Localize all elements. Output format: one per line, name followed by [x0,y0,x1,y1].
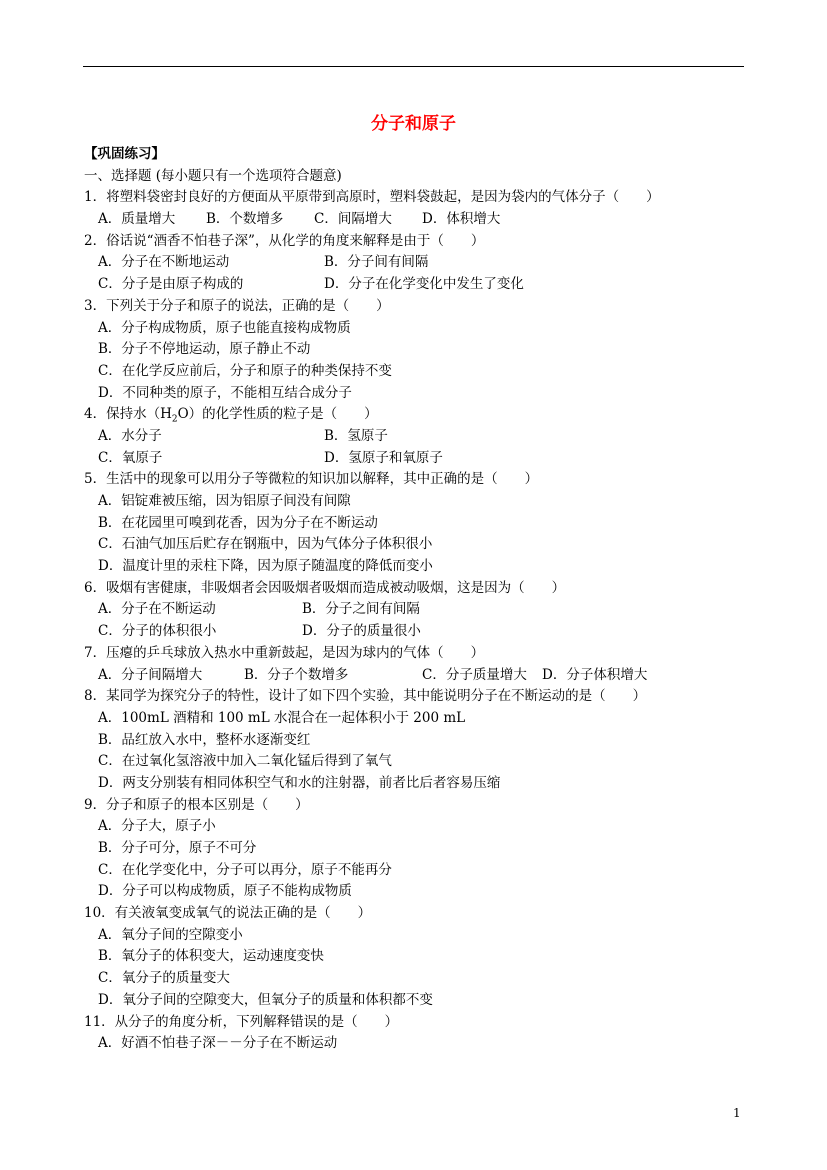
option-b: B．氢原子 [324,427,388,444]
option-b: B．分子间有间隔 [324,254,429,271]
question-4-row-1 [84,426,749,448]
question-2-row-2 [84,274,749,296]
question-4-stem [84,404,749,426]
question-10-stem: 10．有关液氧变成氧气的说法正确的是（ ） [84,905,372,922]
page-number: 1 [733,1106,741,1120]
question-1-stem: 1．将塑料袋密封良好的方便面从平原带到高原时，塑料袋鼓起，是因为袋内的气体分子（ ） [84,189,660,206]
section-heading: 【巩固练习】 [84,146,165,162]
option-c: C．在化学变化中，分子可以再分，原子不能再分 [98,861,392,878]
option-a: A．分子间隔增大 [98,666,203,683]
question-4-row-2 [84,448,749,470]
option-b: B．氧分子的体积变大，运动速度变快 [98,948,324,965]
stem-text: 4．保持水（H [84,406,172,423]
option-c: C．氧分子的质量变大 [98,970,230,987]
option-d: D．分子在化学变化中发生了变化 [324,276,524,293]
option-d: D．分子可以构成物质，原子不能构成物质 [98,883,352,900]
option-d: D．两支分别装有相同体积空气和水的注射器，前者比后者容易压缩 [98,774,501,791]
option-b: B．在花园里可嗅到花香，因为分子在不断运动 [98,514,378,531]
option-d: D．不同种类的原子，不能相互结合成分子 [98,384,352,401]
option-c: C．间隔增大 [314,211,392,228]
option-b: B．分子之间有间隔 [302,601,420,618]
document-body [84,144,749,1055]
option-a: A．分子在不断运动 [98,601,216,618]
question-3-stem: 3．下列关于分子和原子的说法，正确的是（ ） [84,297,390,314]
option-d: D．分子的质量很小 [302,623,421,640]
option-b: B．分子不停地运动，原子静止不动 [98,341,311,358]
question-11-stem: 11．从分子的角度分析，下列解释错误的是（ ） [84,1013,399,1030]
question-2-row-1 [84,252,749,274]
option-d: D．分子体积增大 [542,666,648,683]
option-c: C．在化学反应前后，分子和原子的种类保持不变 [98,362,392,379]
subscript: 2 [171,414,178,425]
option-b: B．分子个数增多 [244,666,349,683]
page-title: 分子和原子 [371,114,456,134]
option-c: C．氧原子 [98,449,163,466]
option-a: A．铝锭难被压缩，因为铝原子间没有间隙 [98,493,351,509]
option-d: D．氢原子和氧原子 [324,449,443,466]
option-c: C．分子是由原子构成的 [98,276,244,293]
question-6-row-1 [84,599,749,621]
option-a: A．分子大，原子小 [98,818,216,835]
option-c: C．在过氧化氢溶液中加入二氧化锰后得到了氧气 [98,753,392,770]
option-a: A．分子构成物质，原子也能直接构成物质 [98,319,351,336]
question-6-row-2 [84,621,749,643]
option-d: D．氧分子间的空隙变大，但氧分子的质量和体积都不变 [98,991,433,1008]
question-6-stem: 6．吸烟有害健康，非吸烟者会因吸烟者吸烟而造成被动吸烟，这是因为（ ） [84,579,566,596]
question-5-stem: 5．生活中的现象可以用分子等微粒的知识加以解释，其中正确的是（ ） [84,471,539,488]
option-a: A．水分子 [98,427,162,444]
header-rule [83,66,744,67]
option-c: C．分子的体积很小 [98,623,217,640]
option-d: D．温度计里的汞柱下降，因为原子随温度的降低而变小 [98,558,433,575]
option-b: B．个数增多 [206,211,284,228]
question-8-stem: 8．某同学为探究分子的特性，设计了如下四个实验，其中能说明分子在不断运动的是（ ） [84,688,647,705]
option-d: D．体积增大 [422,211,501,228]
stem-text-end: O）的化学性质的粒子是（ ） [177,406,378,423]
option-a: A．100mL 酒精和 100 mL 水混合在一起体积小于 200 mL [98,709,466,726]
option-a: A．质量增大 [98,211,176,228]
option-a: A．氧分子间的空隙变小 [98,926,243,943]
option-b: B．分子可分，原子不可分 [98,840,257,856]
question-9-stem: 9．分子和原子的根本区别是（ ） [84,796,309,813]
option-a: A．分子在不断地运动 [98,254,230,271]
question-7-options [84,665,749,687]
option-c: C．分子质量增大 [422,666,527,683]
option-b: B．品红放入水中，整杯水逐渐变红 [98,731,311,748]
part-heading: 一、选择题 (每小题只有一个选项符合题意) [84,167,342,184]
option-c: C．石油气加压后贮存在钢瓶中，因为气体分子体积很小 [98,536,433,553]
question-1-options [84,209,749,231]
question-7-stem: 7．压瘪的乒乓球放入热水中重新鼓起，是因为球内的气体（ ） [84,644,485,661]
question-2-stem: 2．俗话说“酒香不怕巷子深”，从化学的角度来解释是由于（ ） [84,232,485,249]
option-a: A．好酒不怕巷子深－－分子在不断运动 [98,1035,338,1052]
